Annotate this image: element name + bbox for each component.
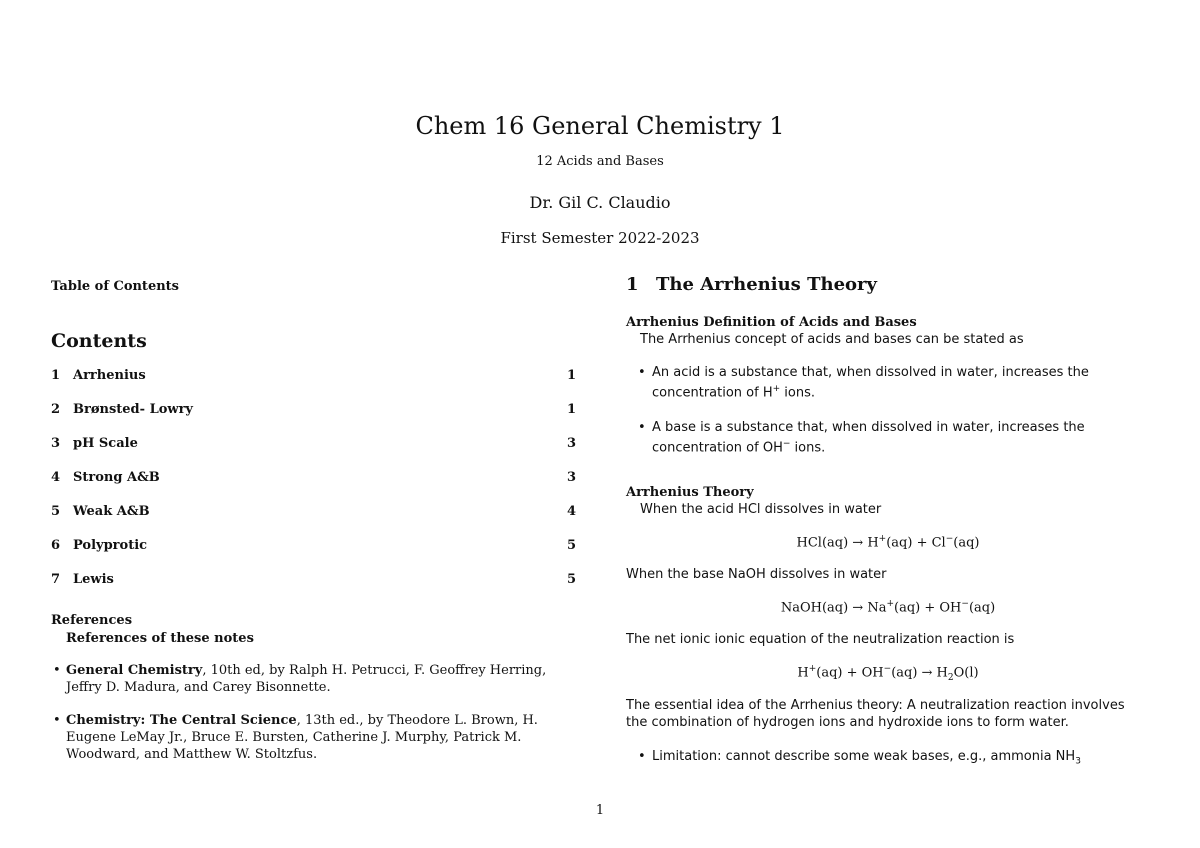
eq-sup: − — [961, 598, 969, 609]
semester: First Semester 2022-2023 — [500, 229, 700, 247]
toc-entry-number: 3 — [51, 436, 61, 451]
toc-entry-page[interactable]: 3 — [566, 470, 576, 485]
toc-entry[interactable] — [51, 504, 576, 538]
reference-title: Chemistry: The Central Science — [66, 713, 297, 728]
toc-entry-page[interactable]: 1 — [566, 368, 576, 383]
eq-sup: + — [808, 664, 817, 675]
toc-entry-title[interactable]: Brønsted- Lowry — [73, 402, 193, 417]
eq-sup: + — [878, 533, 887, 544]
bullet-icon: • — [53, 713, 61, 728]
eq-part: HCl(aq) → H — [796, 534, 879, 550]
toc-entry[interactable] — [51, 368, 576, 402]
eq-part: (aq) + OH — [816, 665, 884, 681]
eq-part: (aq) → H — [891, 665, 948, 681]
toc-entry-number: 2 — [51, 402, 61, 417]
limitation-text: Limitation: cannot describe some weak bases, e.g., ammonia NH — [652, 749, 1076, 765]
acid-end: ions. — [780, 385, 815, 401]
toc-list — [51, 368, 576, 606]
bullet-icon: • — [638, 749, 646, 765]
limitation-item — [626, 748, 1150, 771]
acid-text: An acid is a substance that, when dissolved in water, increases the concentration of H — [652, 365, 1089, 401]
reference-details: , 13th ed., by Theodore L. Brown, H. Eugene LeMay Jr., Bruce E. Bursten, Catherine J. Murphy, Patrick M. Woodward, and Matthew W. Stoltzfus. — [66, 713, 538, 762]
base-end: ions. — [790, 440, 826, 456]
charge-minus: − — [782, 439, 791, 450]
eq-part: (aq) + Cl — [886, 534, 946, 550]
toc-entry-page[interactable]: 3 — [566, 436, 576, 451]
document-subtitle: 12 Acids and Bases — [536, 154, 664, 169]
toc-entry-page[interactable]: 5 — [566, 572, 576, 587]
toc-entry-page[interactable]: 1 — [566, 402, 576, 417]
toc-entry-title[interactable]: pH Scale — [73, 436, 138, 451]
section-heading — [626, 274, 1150, 295]
section-title: The Arrhenius Theory — [656, 274, 877, 295]
net-ionic-text: The net ionic ionic equation of the neutralization reaction is — [626, 632, 1015, 648]
base-definition — [626, 419, 1150, 456]
eq-sub: 2 — [947, 673, 954, 684]
base-dissolves-text: When the base NaOH dissolves in water — [626, 566, 887, 582]
acid-definition — [626, 364, 1150, 401]
equation-neutralization — [626, 664, 1150, 683]
toc-entry-number: 1 — [51, 368, 61, 383]
reference-item — [51, 712, 576, 763]
reference-item — [51, 662, 576, 696]
base-text: A base is a substance that, when dissolved in water, increases the concentration of OH — [652, 420, 1085, 456]
eq-sup: − — [883, 664, 892, 675]
equation-hcl — [626, 534, 1150, 550]
theory-label: Arrhenius Theory — [626, 484, 754, 500]
definition-list — [626, 364, 1150, 457]
references-sublabel: References of these notes — [66, 631, 254, 646]
references-label: References — [51, 613, 133, 628]
right-column — [626, 274, 1150, 771]
definition-intro: The Arrhenius concept of acids and bases can be stated as — [640, 332, 1024, 347]
toc-entry-title[interactable]: Lewis — [73, 572, 114, 587]
eq-sup: + — [886, 598, 895, 609]
toc-entry[interactable] — [51, 436, 576, 470]
toc-label: Table of Contents — [51, 279, 179, 294]
author: Dr. Gil C. Claudio — [529, 193, 671, 212]
limitation-list — [626, 748, 1150, 771]
reference-details: , 10th ed, by Ralph H. Petrucci, F. Geoffrey Herring, Jeffry D. Madura, and Carey Bisonnette. — [66, 663, 547, 695]
toc-entry[interactable] — [51, 572, 576, 606]
reference-title: General Chemistry — [66, 663, 203, 678]
bullet-icon: • — [638, 365, 646, 380]
eq-part: (aq) + OH — [894, 600, 962, 616]
charge-plus: + — [772, 384, 781, 394]
bullet-icon: • — [638, 420, 646, 436]
toc-entry-page[interactable]: 5 — [566, 538, 576, 553]
toc-entry-number: 7 — [51, 572, 61, 587]
toc-entry-number: 4 — [51, 470, 61, 485]
toc-entry-title[interactable]: Arrhenius — [73, 368, 146, 383]
limitation-sub: 3 — [1075, 756, 1081, 767]
section-number: 1 — [626, 274, 639, 295]
eq-part: (aq) — [953, 534, 980, 550]
eq-part: (aq) — [968, 600, 996, 616]
eq-part: H — [797, 665, 809, 681]
toc-entry-title[interactable]: Strong A&B — [73, 470, 160, 485]
toc-entry-number: 6 — [51, 538, 61, 553]
reference-list — [51, 662, 576, 763]
toc-entry-title[interactable]: Polyprotic — [73, 538, 148, 553]
toc-entry-title[interactable]: Weak A&B — [73, 504, 150, 519]
toc-entry[interactable] — [51, 538, 576, 572]
eq-part: NaOH(aq) → Na — [780, 600, 887, 616]
toc-entry[interactable] — [51, 402, 576, 436]
eq-sup: − — [945, 533, 954, 544]
eq-part: O(l) — [953, 665, 979, 681]
page-number: 1 — [595, 803, 605, 818]
acid-dissolves-text: When the acid HCl dissolves in water — [640, 501, 882, 517]
document-title: Chem 16 General Chemistry 1 — [415, 112, 785, 140]
left-column — [51, 279, 576, 779]
toc-entry[interactable] — [51, 470, 576, 504]
equation-naoh — [626, 599, 1150, 615]
definition-label: Arrhenius Definition of Acids and Bases — [626, 315, 917, 330]
essential-idea-text: The essential idea of the Arrhenius theory: A neutralization reaction involves the combination of hydrogen ions and hydroxide ions to form water. — [626, 698, 1125, 731]
contents-heading: Contents — [51, 330, 147, 352]
toc-entry-number: 5 — [51, 504, 61, 519]
toc-entry-page[interactable]: 4 — [566, 504, 576, 519]
bullet-icon: • — [53, 663, 61, 678]
